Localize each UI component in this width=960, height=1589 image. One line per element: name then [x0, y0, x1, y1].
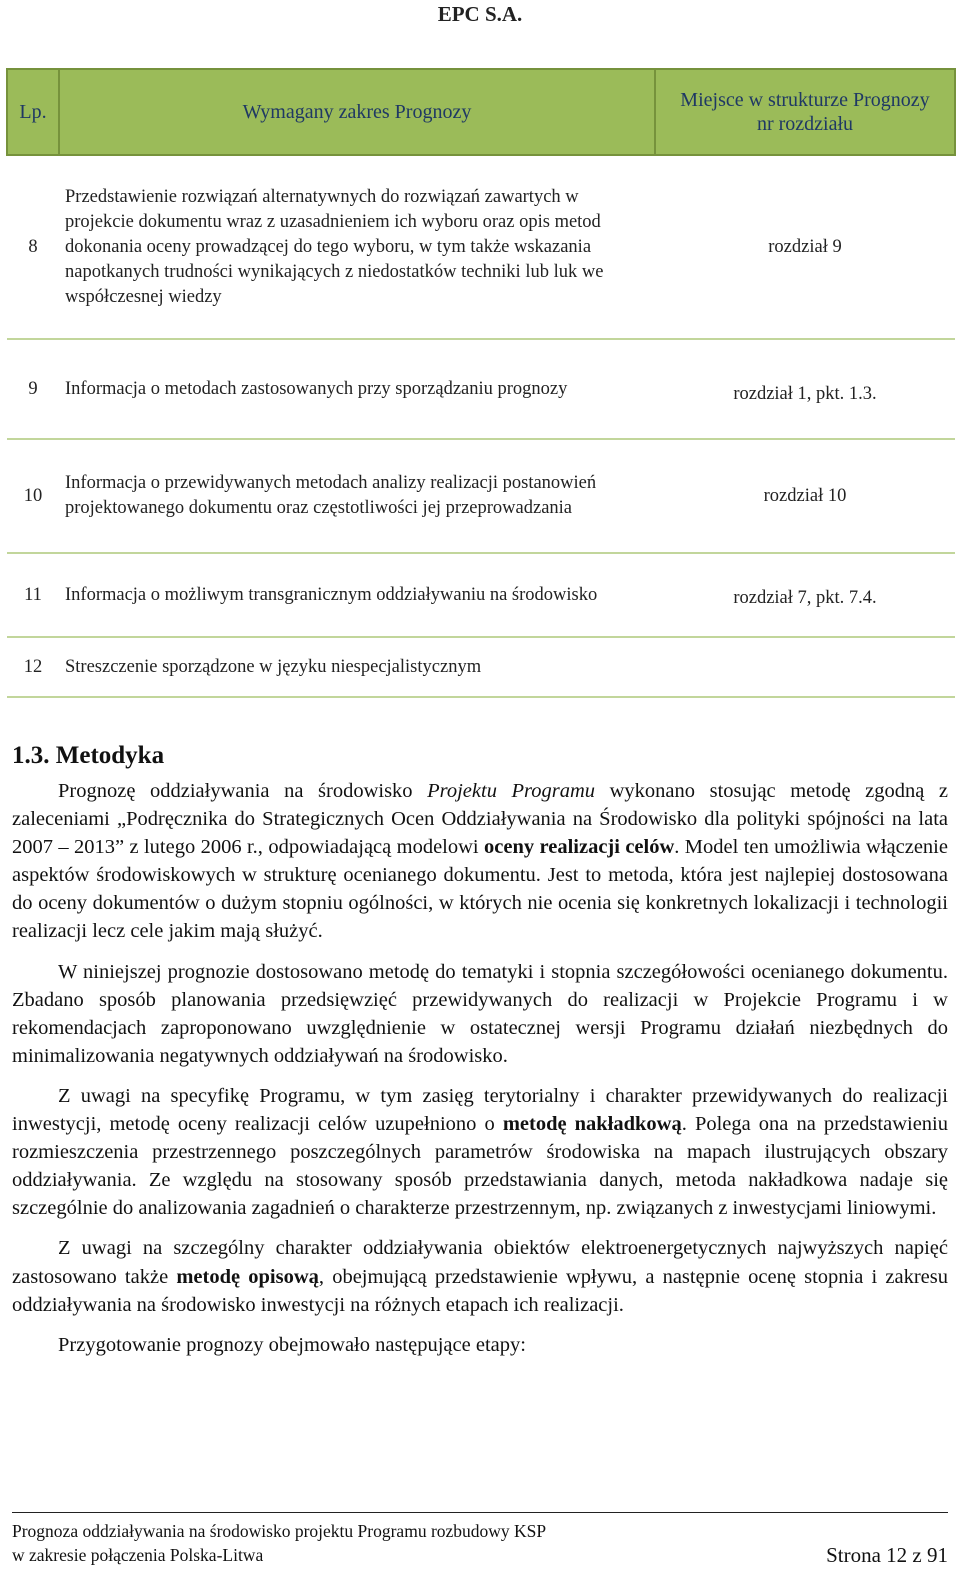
- row-lp: 12: [7, 637, 59, 697]
- p3-text-c: . Polega ona na przedstawieniu rozmieszczenia przestrzennego poszczególnych parametrów środowiska na mapach ilustrujących obszary oddziaływania. Ze względu na stosowany sposób przedstawiania danych, metoda nakładkowa nadaje się szczególnie do analizowania zagadnień o charakterze przestrzennym, np. związanych z inwestycjami liniowymi.: [12, 1113, 948, 1220]
- p4-text-c: , obejmującą przedstawienie wpływu, a następnie ocenę stopnia i zakresu oddziaływania na środowisko inwestycji na różnych etapach ich realizacji.: [12, 1265, 948, 1316]
- table-row: [7, 439, 955, 553]
- table-row: [7, 637, 955, 697]
- header-lp: Lp.: [7, 69, 59, 155]
- p3-bold-method: metodę nakładkową: [502, 1113, 682, 1136]
- table-row: [7, 155, 955, 339]
- header-scope: Wymagany zakres Prognozy: [59, 69, 655, 155]
- paragraph-4: [12, 1234, 948, 1318]
- p4-text-a: Z uwagi na szczególny charakter oddziaływania obiektów elektroenergetycznych najwyższych napięć zastosowano także: [12, 1237, 948, 1288]
- row-loc: [655, 637, 955, 697]
- p1-bold-model: oceny realizacji celów: [484, 836, 675, 859]
- row-desc: Streszczenie sporządzone w języku niespecjalistycznym: [59, 637, 655, 697]
- row-loc: rozdział 10: [655, 439, 955, 553]
- paragraph-2: W niniejszej prognozie dostosowano metodę do tematyki i stopnia szczegółowości ocenianego dokumentu. Zbadano sposób planowania przedsięwzięć przewidywanych do realizacji w Projekcie Programu i w rekomendacjach zaproponowano uwzględnienie w ostatecznej wersji Programu działań niezbędnych do minimalizowania negatywnych oddziaływań na środowisko.: [12, 960, 948, 1067]
- paragraph-5: Przygotowanie prognozy obejmowało następujące etapy:: [58, 1333, 526, 1356]
- row-lp: 9: [7, 339, 59, 439]
- table-row: [7, 553, 955, 637]
- document-header: EPC S.A.: [437, 2, 523, 26]
- methodology-section: [12, 735, 948, 1371]
- page-footer: [12, 1512, 948, 1567]
- section-heading: 1.3. Metodyka: [12, 742, 165, 769]
- footer-line-2: w zakresie połączenia Polska-Litwa: [12, 1545, 264, 1565]
- p1-text-a: Prognozę oddziaływania na środowisko: [58, 780, 428, 802]
- paragraph-1: [12, 777, 948, 946]
- p3-text-a: Z uwagi na specyfikę Programu, w tym zasięg terytorialny i charakter przewidywanych do realizacji inwestycji, metodę oceny realizacji celów uzupełniono o: [12, 1084, 948, 1136]
- row-lp: 11: [7, 553, 59, 637]
- p4-bold-method: metodę opisową: [176, 1265, 319, 1288]
- row-loc: rozdział 7, pkt. 7.4.: [655, 553, 955, 637]
- row-desc: Informacja o metodach zastosowanych przy sporządzaniu prognozy: [59, 339, 655, 439]
- table-row: [7, 339, 955, 439]
- row-loc: rozdział 9: [655, 155, 955, 339]
- p1-text-e: . Model ten umożliwia włączenie aspektów środowiskowych w strukturę ocenianego dokumentu. Jest to metoda, która jest najlepiej dostosowana do oceny dokumentów o dużym stopniu ogólności, w których nie ocenia się konkretnych lokalizacji i technologii realizacji lecz cele jakim mają służyć.: [12, 836, 948, 943]
- page-number: Strona 12 z 91: [826, 1543, 948, 1567]
- footer-line-1: Prognoza oddziaływania na środowisko projektu Programu rozbudowy KSP: [12, 1521, 547, 1541]
- p1-text-c: wykonano stosując metodę zgodną z zaleceniami „Podręcznika do Strategicznych Ocen Oddziaływania na Środowisko dla polityki spójności na lata 2007 – 2013” z lutego 2006 r., odpowiadającą modelowi: [12, 780, 948, 859]
- paragraph-3: [12, 1082, 948, 1222]
- row-desc: Informacja o przewidywanych metodach analizy realizacji postanowień projektowanego dokumentu oraz częstotliwości jej przeprowadzania: [59, 439, 655, 553]
- header-location: Miejsce w strukturze Prognozy nr rozdziału: [655, 69, 955, 155]
- row-lp: 8: [7, 155, 59, 339]
- row-loc: rozdział 1, pkt. 1.3.: [655, 339, 955, 439]
- requirements-table: [6, 68, 954, 698]
- p1-italic-program: Projektu Programu: [427, 780, 596, 802]
- footer-row: [12, 1543, 948, 1567]
- row-lp: 10: [7, 439, 59, 553]
- table-header-row: [7, 69, 955, 155]
- row-desc: Informacja o możliwym transgranicznym oddziaływaniu na środowisko: [59, 553, 655, 637]
- row-desc: Przedstawienie rozwiązań alternatywnych do rozwiązań zawartych w projekcie dokumentu wraz z uzasadnieniem ich wyboru oraz opis metod dokonania oceny prowadzącej do tego wyboru, w tym także wskazania napotkanych trudności wynikających z niedostatków techniki lub luk we współczesnej wiedzy: [59, 155, 655, 339]
